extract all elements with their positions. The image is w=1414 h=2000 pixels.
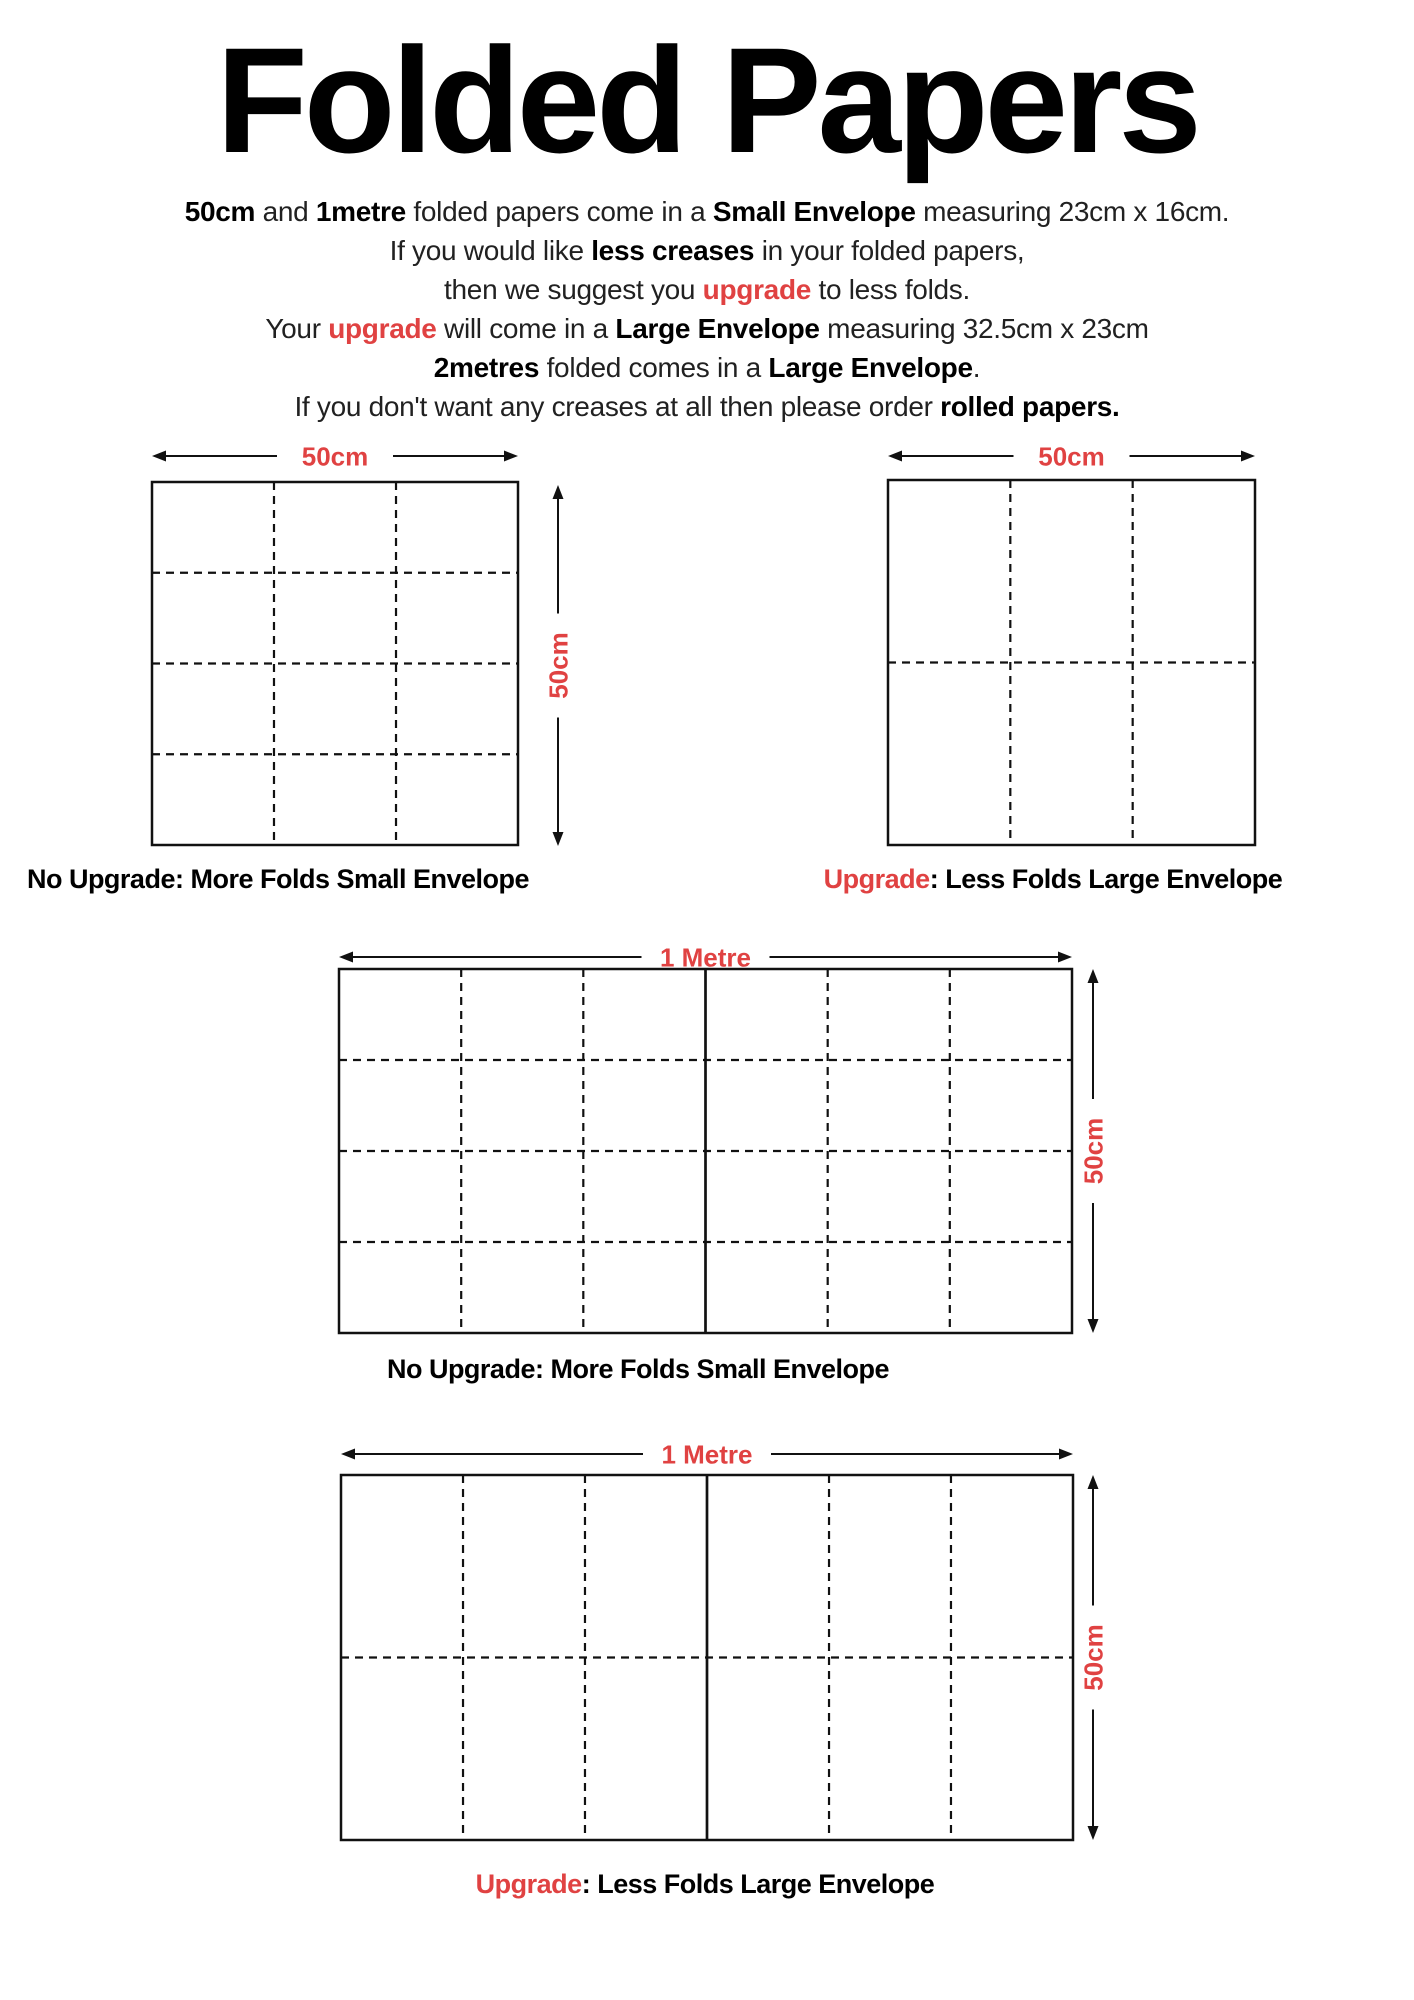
arrow-head-right-icon: [1059, 1449, 1073, 1460]
diagram-1metre-more-folds: [327, 913, 1117, 1358]
caption-upgrade-1metre: [405, 1869, 1005, 1900]
caption-red-text: Upgrade: [823, 864, 930, 894]
height-dimension-label: 50cm: [543, 632, 574, 699]
intro-text: [0, 192, 1414, 426]
paper-fold-svg: [327, 913, 1117, 1353]
intro-line: [0, 231, 1414, 270]
text-run: Your: [265, 313, 329, 344]
text-run: Large Envelope: [615, 313, 820, 344]
text-run: then we suggest you: [444, 274, 703, 305]
caption-upgrade-50cm: [753, 864, 1353, 895]
caption-text: No Upgrade: More Folds Small Envelope: [26, 864, 530, 894]
arrow-head-right-icon: [1241, 451, 1255, 462]
caption-text: No Upgrade: More Folds Small Envelope: [386, 1354, 890, 1384]
diagram-50cm-more-folds: [140, 440, 590, 865]
arrow-head-right-icon: [504, 451, 518, 462]
diagram-1metre-less-folds: [329, 1419, 1119, 1869]
intro-line: [0, 309, 1414, 348]
intro-line: [0, 192, 1414, 231]
arrow-head-left-icon: [888, 451, 902, 462]
text-run: 50cm: [184, 196, 256, 227]
intro-line: [0, 270, 1414, 309]
arrow-head-right-icon: [1058, 952, 1072, 963]
text-run: folded papers come in a: [405, 196, 713, 227]
width-dimension-label: 1 Metre: [661, 1439, 753, 1470]
width-dimension-label: 50cm: [1038, 441, 1105, 472]
text-run: and: [255, 196, 316, 227]
height-dimension-label: 50cm: [1078, 1624, 1109, 1691]
text-run: less creases: [591, 235, 755, 266]
arrow-head-down-icon: [1088, 1319, 1099, 1333]
text-run: will come in a: [436, 313, 616, 344]
text-run: If you would like: [389, 235, 592, 266]
arrow-head-up-icon: [1088, 969, 1099, 983]
text-run: Large Envelope: [768, 352, 973, 383]
highlight-red-text: upgrade: [702, 274, 812, 305]
paper-fold-svg: [329, 1419, 1119, 1864]
caption-no-upgrade-50cm: [0, 864, 556, 895]
arrow-head-left-icon: [339, 952, 353, 963]
text-run: rolled papers.: [940, 391, 1120, 422]
text-run: in your folded papers,: [754, 235, 1025, 266]
arrow-head-left-icon: [152, 451, 166, 462]
height-dimension-label: 50cm: [1078, 1117, 1109, 1185]
highlight-red-text: upgrade: [328, 313, 437, 344]
caption-red-text: Upgrade: [475, 1869, 582, 1899]
width-dimension-label: 1 Metre: [659, 942, 752, 973]
text-run: Small Envelope: [712, 196, 916, 227]
arrow-head-down-icon: [1088, 1826, 1099, 1840]
intro-line: [0, 348, 1414, 387]
text-run: If you don't want any creases at all then please order: [294, 391, 941, 422]
caption-text: : Less Folds Large Envelope: [581, 1869, 935, 1899]
text-run: measuring 23cm x 16cm.: [915, 196, 1230, 227]
arrow-head-up-icon: [553, 485, 564, 499]
paper-fold-svg: [876, 440, 1276, 860]
paper-fold-svg: [140, 440, 590, 860]
text-run: folded comes in a: [539, 352, 769, 383]
text-run: measuring 32.5cm x 23cm: [819, 313, 1149, 344]
caption-text: : Less Folds Large Envelope: [929, 864, 1283, 894]
arrow-head-down-icon: [553, 832, 564, 846]
diagram-50cm-less-folds: [876, 440, 1276, 865]
text-run: 2metres: [433, 352, 540, 383]
caption-no-upgrade-1metre: [338, 1354, 938, 1385]
page-title: Folded Papers: [216, 16, 1198, 184]
arrow-head-up-icon: [1088, 1475, 1099, 1489]
arrow-head-left-icon: [341, 1449, 355, 1460]
width-dimension-label: 50cm: [301, 441, 369, 472]
text-run: to less folds.: [811, 274, 970, 305]
text-run: 1metre: [315, 196, 406, 227]
text-run: .: [972, 352, 981, 383]
intro-line: [0, 387, 1414, 426]
